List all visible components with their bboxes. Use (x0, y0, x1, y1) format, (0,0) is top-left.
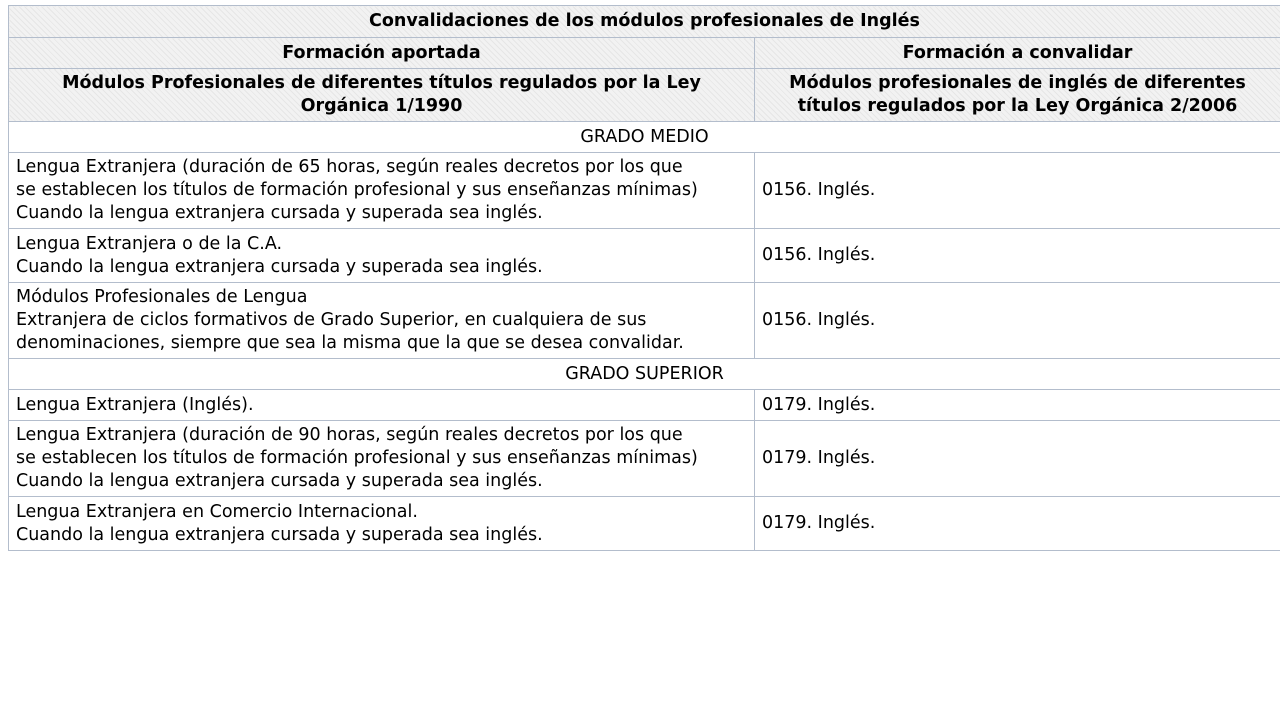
sub-header-left-line: Módulos Profesionales de diferentes títulos regulados por la Ley (62, 73, 701, 93)
formacion-convalidar-cell: 0156. Inglés. (755, 153, 1280, 229)
table-row (9, 283, 1280, 359)
section-row-grado-superior (9, 359, 1280, 390)
cell-line: Lengua Extranjera o de la C.A. (16, 233, 283, 254)
table-row (9, 390, 1280, 421)
sub-header-row (9, 69, 1280, 122)
sub-header-right (755, 69, 1280, 122)
cell-line: Cuando la lengua extranjera cursada y superada sea inglés. (16, 471, 543, 491)
table-row (9, 153, 1280, 229)
cell-line: Cuando la lengua extranjera cursada y superada sea inglés. (16, 524, 543, 545)
formacion-aportada-cell (9, 390, 755, 421)
formacion-convalidar-cell: 0156. Inglés. (755, 229, 1280, 283)
cell-line: Cuando la lengua extranjera cursada y superada sea inglés. (16, 256, 543, 277)
formacion-convalidar-cell: 0179. Inglés. (755, 497, 1280, 551)
cell-line: Lengua Extranjera (Inglés). (16, 394, 254, 415)
formacion-convalidar-cell: 0179. Inglés. (755, 421, 1280, 497)
formacion-aportada-cell (9, 497, 755, 551)
cell-line: Cuando la lengua extranjera cursada y superada sea inglés. (16, 203, 543, 223)
column-header-formacion-a-convalidar: Formación a convalidar (755, 38, 1280, 69)
formacion-aportada-cell (9, 229, 755, 283)
table-title: Convalidaciones de los módulos profesionales de Inglés (9, 6, 1280, 38)
cell-line: se establecen los títulos de formación profesional y sus enseñanzas mínimas) (16, 448, 698, 468)
formacion-aportada-cell (9, 153, 755, 229)
sub-header-left-line: Orgánica 1/1990 (300, 96, 463, 116)
cell-line: Lengua Extranjera (duración de 90 horas, según reales decretos por los que (16, 425, 683, 445)
table-row (9, 229, 1280, 283)
column-header-row (9, 38, 1280, 69)
cell-line: se establecen los títulos de formación profesional y sus enseñanzas mínimas) (16, 180, 698, 200)
section-label: GRADO MEDIO (9, 122, 1280, 153)
cell-line: Lengua Extranjera (duración de 65 horas, según reales decretos por los que (16, 157, 683, 177)
table-row (9, 497, 1280, 551)
sub-header-left (9, 69, 755, 122)
column-header-formacion-aportada: Formación aportada (9, 38, 755, 69)
sub-header-right-line: Módulos profesionales de inglés de diferentes (789, 73, 1246, 93)
cell-line: Lengua Extranjera en Comercio Internacional. (16, 501, 418, 522)
cell-line: Módulos Profesionales de Lengua (16, 287, 308, 307)
formacion-aportada-cell (9, 421, 755, 497)
formacion-aportada-cell (9, 283, 755, 359)
section-row-grado-medio (9, 122, 1280, 153)
cell-line: Extranjera de ciclos formativos de Grado Superior, en cualquiera de sus (16, 310, 647, 330)
formacion-convalidar-cell: 0179. Inglés. (755, 390, 1280, 421)
table-title-row (9, 6, 1280, 38)
section-label: GRADO SUPERIOR (9, 359, 1280, 390)
formacion-convalidar-cell: 0156. Inglés. (755, 283, 1280, 359)
cell-line: denominaciones, siempre que sea la misma que la que se desea convalidar. (16, 333, 684, 353)
table-row (9, 421, 1280, 497)
sub-header-right-line: títulos regulados por la Ley Orgánica 2/2006 (797, 96, 1238, 116)
convalidation-table (8, 5, 1280, 551)
